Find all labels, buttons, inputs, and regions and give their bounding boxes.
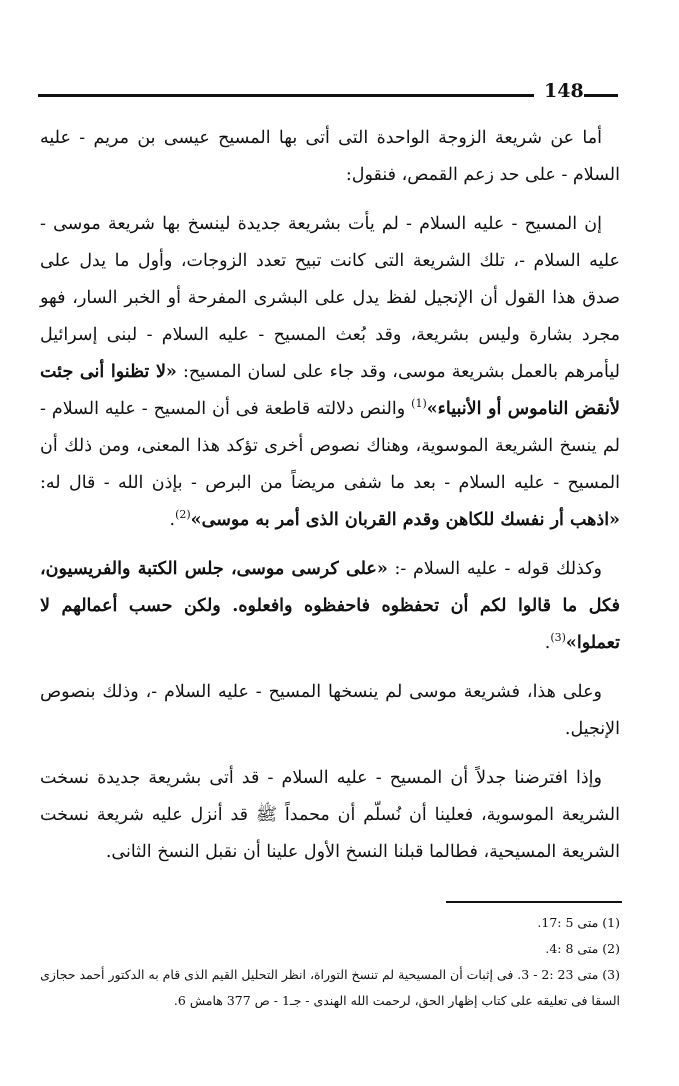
bible-quote: «على كرسى موسى، جلس الكتبة والفريسيون، فكل ما قالوا لكم أن تحفظوه فاحفظوه وافعلوه. ولكن حسب أعمالهم لا تعملوا» xyxy=(40,559,620,653)
paragraph-text: أما عن شريعة الزوجة الواحدة التى أتى بها المسيح عيسى بن مريم - عليه السلام - على حد زعم القمص، فنقول: xyxy=(40,128,620,185)
paragraph-text: إن المسيح - عليه السلام - لم يأت بشريعة جديدة لينسخ بها شريعة موسى - عليه السلام -، تلك الشريعة التى كانت تبيح تعدد الزوجات، وأول ما يدل على صدق هذا القول أن الإنجيل لفظ يدل على البشرى المفرحة أو الخبر السار، فهو مجرد بشارة وليس بشريعة، وقد بُعث المسيح - عليه السلام - لبنى إسرائيل ليأمرهم بالعمل بشريعة موسى، وقد جاء على لسان المسيح: xyxy=(40,214,620,382)
footnotes xyxy=(40,910,620,1014)
paragraph-end: . xyxy=(544,633,551,653)
page-number: 148 xyxy=(544,80,584,102)
paragraph-2 xyxy=(40,206,620,539)
header-rule-short xyxy=(584,94,618,97)
page-header xyxy=(38,80,618,104)
footnote-3: (3) متى 23 :2 - 3. فى إثبات أن المسيحية لم تنسخ التوراة، انظر التحليل القيم الذى قام به الدكتور أحمد حجازى السقا فى تعليقه على كتاب إظهار الحق، لرحمت الله الهندى - جـ1 - ص 377 هامش 6. xyxy=(40,967,620,1008)
footnote-separator xyxy=(446,901,622,903)
paragraph-text: وكذلك قوله - عليه السلام -: xyxy=(387,559,603,579)
paragraph-text: والنص دلالته قاطعة فى أن المسيح - عليه السلام - لم ينسخ الشريعة الموسوية، وهناك نصوص أخرى تؤكد هذا المعنى، ومن ذلك أن المسيح - عليه السلام - بعد ما شفى مريضاً من البرص - بإذن الله - قال له: xyxy=(40,399,620,493)
footnote-1: (1) متى 5 :17. xyxy=(537,915,620,930)
paragraph-5 xyxy=(40,760,620,871)
paragraph-end: . xyxy=(169,510,176,530)
paragraph-4 xyxy=(40,674,620,748)
paragraph-3 xyxy=(40,551,620,662)
bible-quote: «لا تظنوا أنى جئت لأنقض الناموس أو الأنبياء» xyxy=(40,362,621,419)
paragraph-text: وإذا افترضنا جدلاً أن المسيح - عليه السلام - قد أتى بشريعة جديدة نسخت الشريعة الموسوية، فعلينا أن نُسلّم أن محمداً ﷺ قد أنزل عليه شريعة نسخت الشريعة المسيحية، فطالما قبلنا النسخ الأول علينا أن نقبل النسخ الثانى. xyxy=(40,768,620,862)
main-text xyxy=(40,120,620,883)
footnote-ref: (2) xyxy=(175,508,191,522)
header-rule xyxy=(38,94,534,97)
footnote-ref: (3) xyxy=(550,631,566,645)
paragraph-text: وعلى هذا، فشريعة موسى لم ينسخها المسيح - عليه السلام -، وذلك بنصوص الإنجيل. xyxy=(40,682,620,739)
footnote-ref: (1) xyxy=(411,397,427,411)
bible-quote: «اذهب أر نفسك للكاهن وقدم القربان الذى أمر به موسى» xyxy=(190,510,620,530)
footnote-2: (2) متى 8 :4. xyxy=(545,941,620,956)
paragraph-1 xyxy=(40,120,620,194)
